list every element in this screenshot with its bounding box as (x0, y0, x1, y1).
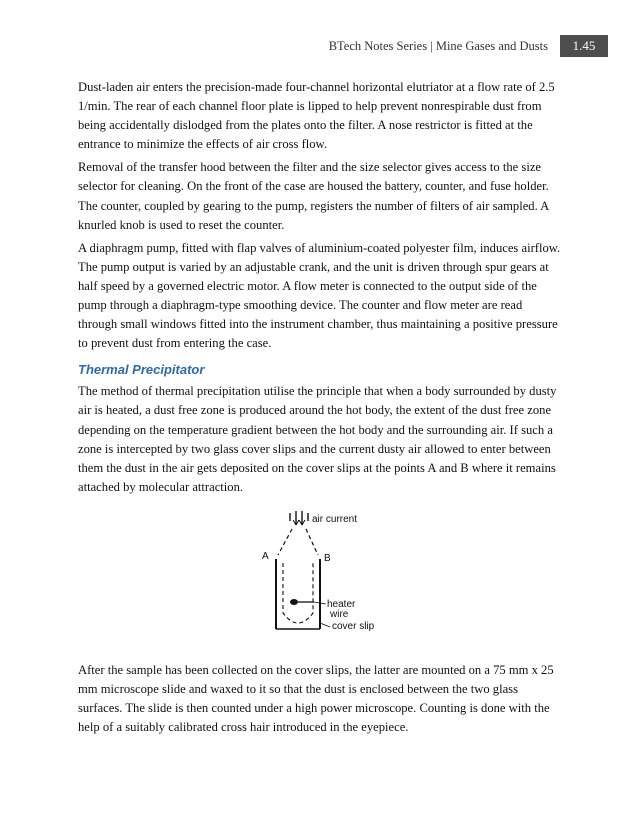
dust-free-zone-boundary (278, 529, 318, 555)
dust-free-zone (283, 563, 313, 623)
paragraph-transfer-hood: Removal of the transfer hood between the filter and the size selector gives access to the size selector for cleaning. On the front of the case are housed the battery, counter, and fuse holder. The counter, coupled by gearing to the pump, registers the number of filters of air sampled. A knurled knob is used to reset the counter. (78, 160, 549, 232)
label-wire: wire (330, 608, 349, 620)
paragraph-diaphragm-pump: A diaphragm pump, fitted with flap valves of aluminium-coated polyester film, induces airflow. The pump output is varied by an adjustable crank, and the unit is driven through spur gears at half speed by a governed electric motor. A flow meter is connected to the output side of the pump through a diaphragm-type smoothing device. The counter and flow meter are read through small windows fitted into the instrument chamber, thus maintaining a positive pressure to prevent dust from entering the case. (78, 240, 561, 351)
section-heading: Thermal Precipitator (78, 362, 205, 378)
header-title: BTech Notes Series | Mine Gases and Dusts (328, 39, 548, 53)
label-heater: heater (327, 598, 356, 610)
paragraph-elutriator: Dust-laden air enters the precision-made four-channel horizontal elutriator at a flow rate of 2.5 1/min. The rear of each channel floor plate is lipped to help prevent nonrespirable dust from being accidentally dislodged from the plates onto the filter. A nose restrictor is fitted at the entrance to minimize the effects of air cross flow. (78, 80, 555, 152)
thermal-precipitator-figure (78, 503, 564, 653)
paragraph-closing: After the sample has been collected on the cover slips, the latter are mounted on a 75 mm x 25 mm microscope slide and waxed to it so that the dust is enclosed between the two glass surfaces. The slide is then counted under a high power microscope. Counting is done with the help of a suitably calibrated cross hair introduced in the eyepiece. (78, 662, 554, 735)
thermal-precipitator-diagram (78, 503, 564, 653)
body-content (78, 78, 564, 741)
page-header (0, 35, 638, 59)
label-b: B (324, 552, 331, 564)
heater-wire-icon (290, 599, 298, 605)
air-current-arrows (290, 511, 308, 525)
page-number: 1.45 (560, 35, 608, 57)
cover-slip-pointer (320, 623, 330, 627)
label-a: A (262, 550, 269, 562)
label-air-current: air current (312, 513, 358, 525)
label-cover-slip: cover slip (332, 620, 375, 632)
paragraph-thermal-precipitation: The method of thermal precipitation utilise the principle that when a body surrounded by dusty air is heated, a dust free zone is produced around the hot body, the extent of the dust free zone depending on the temperature gradient between the hot body and the surrounding air. If such a zone is intercepted by two glass cover slips and the current dusty air allowed to enter between them the dust in the air gets deposited on the cover slips at the points A and B where it remains attached by molecular attraction. (78, 384, 557, 494)
arrow-heads (293, 520, 305, 525)
